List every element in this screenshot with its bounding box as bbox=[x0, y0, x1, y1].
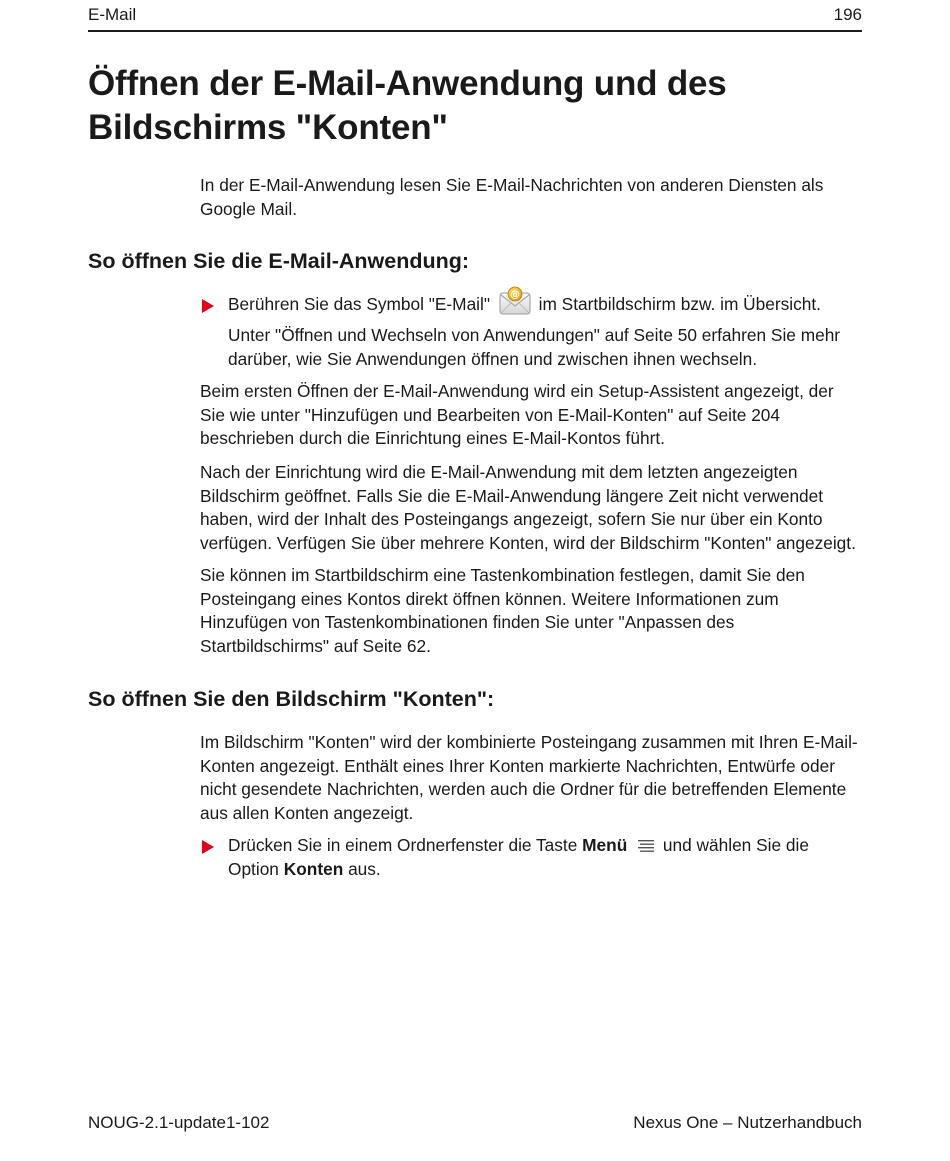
menu-key-label: Menü bbox=[582, 835, 628, 855]
page-header-section: E-Mail bbox=[88, 5, 137, 24]
bullet-text-end: im Startbildschirm bzw. im Übersicht. bbox=[538, 294, 821, 314]
bullet-text-start: Drücken Sie in einem Ordnerfenster die Taste bbox=[228, 835, 578, 855]
bullet-marker-icon bbox=[202, 299, 214, 313]
setup-paragraph: Beim ersten Öffnen der E-Mail-Anwendung wird ein Setup-Assistent angezeigt, der Sie wie unter "Hinzufügen und Bearbeiten von E-Mail-Konten" auf Seite 204 beschrieben durch die Einrichtung eines E-Mail-Kontos führt. bbox=[200, 381, 834, 448]
accounts-option-label: Konten bbox=[283, 858, 344, 879]
section-heading-accounts: So öffnen Sie den Bildschirm "Konten": bbox=[88, 687, 495, 711]
intro-paragraph: In der E-Mail-Anwendung lesen Sie E-Mail-Nachrichten von anderen Diensten als Google Mail. bbox=[200, 175, 824, 219]
footer-doc-id: NOUG-2.1-update1-102 bbox=[88, 1113, 270, 1132]
section-heading-open-email: So öffnen Sie die E-Mail-Anwendung: bbox=[88, 249, 470, 273]
bullet-text-start: Berühren Sie das Symbol "E-Mail" bbox=[228, 294, 490, 314]
page-title: Öffnen der E-Mail-Anwendung und des Bildschirms "Konten" bbox=[88, 64, 727, 147]
menu-key-icon bbox=[636, 837, 656, 853]
bullet-text-middle: und wählen Sie die Option bbox=[228, 835, 809, 879]
email-app-icon bbox=[499, 286, 531, 316]
bullet-marker-icon bbox=[202, 840, 214, 854]
header-rule bbox=[88, 30, 862, 32]
svg-text:@: @ bbox=[509, 289, 520, 301]
accounts-paragraph: Im Bildschirm "Konten" wird der kombinierte Posteingang zusammen mit Ihren E-Mail-Konten angezeigt. Enthält eines Ihrer Konten markierte Nachrichten, Entwürfe oder nicht gesendete Nachrichten, werden auch die Ordner für die betreffenden Elemente aus allen Konten angezeigt. bbox=[200, 732, 858, 823]
page-number: 196 bbox=[833, 5, 862, 24]
shortcut-paragraph: Sie können im Startbildschirm eine Tastenkombination festlegen, damit Sie den Posteingang eines Kontos direkt öffnen können. Weitere Informationen zum Hinzufügen von Tastenkombinationen finden Sie unter "Anpassen des Startbildschirms" auf Seite 62. bbox=[200, 565, 805, 656]
bullet-note: Unter "Öffnen und Wechseln von Anwendungen" auf Seite 50 erfahren Sie mehr darüber, wie Sie Anwendungen öffnen und zwischen ihnen wechseln. bbox=[228, 325, 841, 369]
after-setup-paragraph: Nach der Einrichtung wird die E-Mail-Anwendung mit dem letzten angezeigten Bildschirm geöffnet. Falls Sie die E-Mail-Anwendung längere Zeit nicht verwendet haben, wird der Inhalt des Posteingangs angezeigt, sofern Sie nur über ein Konto verfügen. Verfügen Sie über mehrere Konten, wird der Bildschirm "Konten" angezeigt. bbox=[200, 462, 856, 553]
footer-manual-title: Nexus One – Nutzerhandbuch bbox=[633, 1113, 862, 1132]
bullet-text-end: aus. bbox=[348, 858, 381, 879]
